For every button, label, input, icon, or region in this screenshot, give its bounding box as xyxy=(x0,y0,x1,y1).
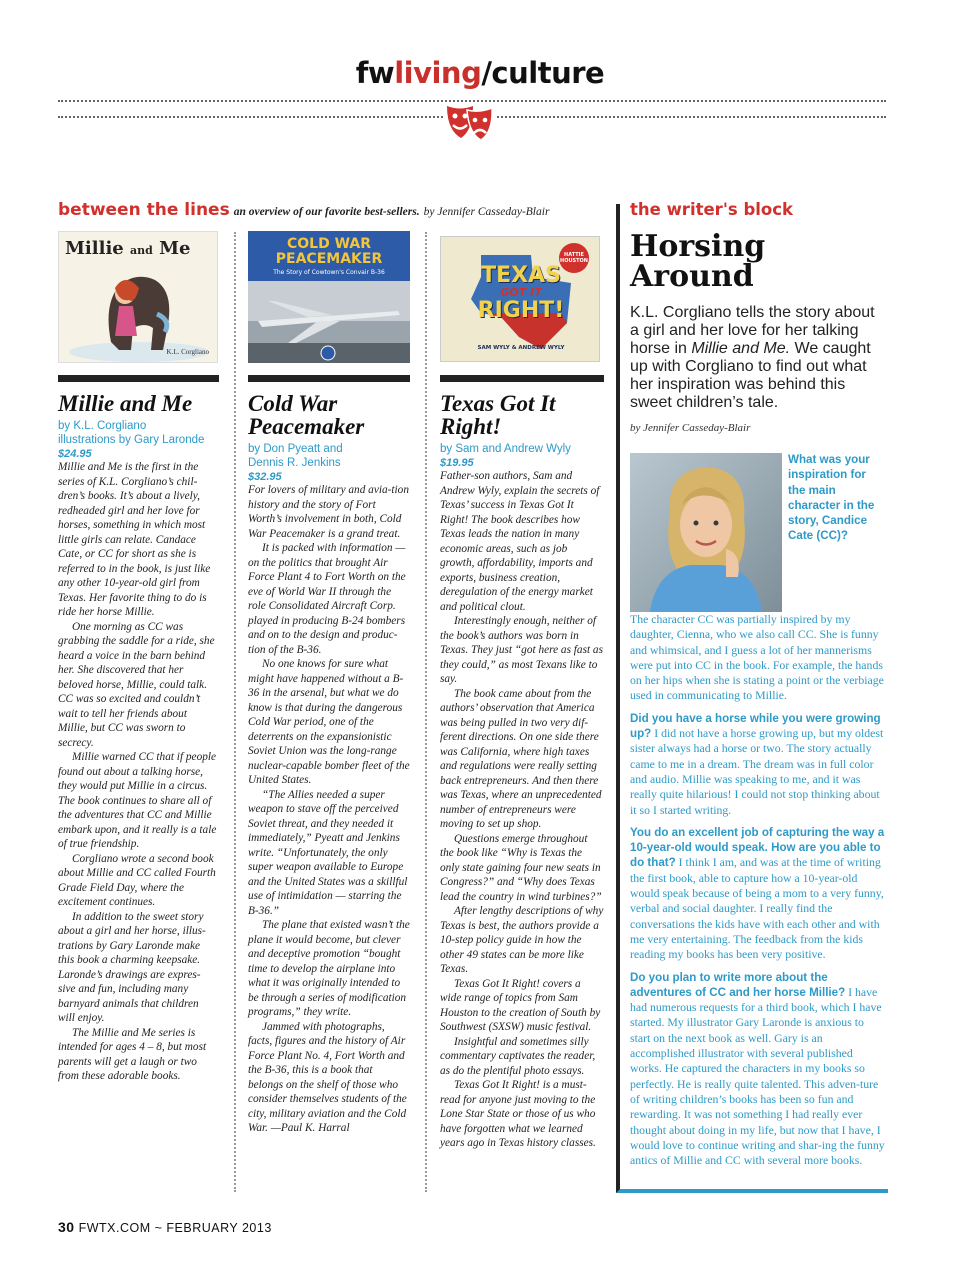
footer-issue: FEBRUARY 2013 xyxy=(166,1221,272,1235)
book-cover-cold-war xyxy=(248,231,410,363)
book-review-millie xyxy=(58,392,218,1084)
qa-answer: I did not have a horse growing up, but my oldest sister always had a horse or two. The story actually came to me in a dream. The dream was in full color and audio. Millie was speaking to me, and it was really quite hilarious! I could not stop thinking about it so I started writing. xyxy=(630,726,884,817)
book-author: by K.L. Corgliano xyxy=(58,420,147,432)
deck-text: We caught up with Corgliano to find out what her inspiration was behind this sweet children’s tale. xyxy=(630,340,871,411)
cover-millie-author: K.L. Corgliano xyxy=(166,348,209,356)
book-title: Millie and Me xyxy=(58,391,193,416)
writers-block-byline: by Jennifer Casseday-Blair xyxy=(630,422,751,434)
cover-millie-word1: Millie xyxy=(65,238,124,259)
review-paragraph: No one knows for sure what might have happened without a B-36 in the arsenal, but what we do know is that during the dangerous Cold War period, one of the deterrents on the expansionistic Soviet Union was the long-range nuclear-capable bomber fleet of the United States. xyxy=(248,658,410,786)
qa-question: Do you plan to write more about the adventures of CC and her horse Millie? xyxy=(630,970,846,999)
writers-block-deck xyxy=(630,304,886,412)
cover-millie-word3: Me xyxy=(159,238,191,259)
review-paragraph: Millie warned CC that if people found out about a talking horse, they would put Millie in a circus. The book continues to share all of the adventures that CC and Millie embark upon, and it really is a tale of true friendship. xyxy=(58,751,217,850)
writers-block-title: Horsing Around xyxy=(630,229,766,294)
review-paragraph: For lovers of military and avia-tion history and the story of Fort Worth’s involvement in both, Cold War Peacemaker is a grand treat. xyxy=(248,484,409,540)
qa-question: Did you have a horse while you were growing up? xyxy=(630,711,881,741)
review-paragraph: Father-son authors, Sam and Andrew Wyly, explain the secrets of Texas’ success in Texas Got It Right! The book describes how Texas leads the nation in many economic areas, such as job growth, affordability, imports and exports, business creation, deregulation of the energy market and political clout. xyxy=(440,470,600,613)
review-paragraph: The plane that existed wasn’t the plane it would become, but clever and deceptive promotion “bought time to develop the airplane into what it was originally intended to be through a series of modification programs,” they write. xyxy=(248,919,410,1018)
book-title: Texas Got It Right! xyxy=(440,391,556,439)
review-paragraph: Questions emerge throughout the book like “Why is Texas the only state gaining four new seats in Congress?” and “Why does Texas lead the country in wind turbines?” xyxy=(440,832,602,903)
review-paragraph: It is packed with information — on the politics that brought Air Force Plant 4 to Fort Worth on the eve of World War II through the role Consolidated Aircraft Corp. played in producing B-24 bombers and on to the design and produc-tion of the B-36. xyxy=(248,542,406,656)
deck-text: K.L. Corgliano tells the story about a girl and her love for her talking horse in xyxy=(630,304,875,357)
masthead-suffix: /culture xyxy=(481,56,605,90)
review-paragraph: Jammed with photographs, facts, figures and the history of Air Force Plant No. 4, Fort Worth and the B-36, this is a book that belongs on the shelf of those who consider themselves students of the city, military aviation and the Cold War. —Paul K. Harral xyxy=(248,1020,407,1134)
column-bar xyxy=(248,375,410,382)
page-footer xyxy=(58,1219,272,1235)
book-price: $19.95 xyxy=(440,457,474,469)
column-bar xyxy=(440,375,604,382)
writers-block-section: the writer's block xyxy=(630,200,793,219)
section-masthead xyxy=(0,56,960,90)
cover-texas-line1: TEXAS xyxy=(481,263,561,288)
cover-millie-word2: and xyxy=(130,244,153,257)
section-title: between the lines xyxy=(58,200,230,220)
book-review-cold-war xyxy=(248,392,410,1136)
book-author: by Sam and Andrew Wyly xyxy=(440,443,571,455)
column-divider xyxy=(234,232,236,1192)
cover-coldwar-line1: COLD WAR xyxy=(286,236,372,252)
cover-texas-badge: HATTIE HOUSTON xyxy=(559,243,589,273)
review-paragraph: After lengthy descriptions of why Texas is best, the authors provide a 10-step policy guide in how the other 49 states can be more like Texas. xyxy=(440,905,604,975)
qa-answer: I think I am, and was at the time of writing the first book, able to capture how a 10-year-old would speak because of being a mom to a very funny, verbal and social daughter. I really find the conversations the kids have with each other and with me very entertaining. The feedback from the kids reading my books has been very positive. xyxy=(630,855,884,962)
review-paragraph: Millie and Me is the first in the series of K.L. Corgliano’s chil-dren’s books. It’s about a lively, redheaded girl and her love for horses, something in which most little girls can relate. Candace Cate, or CC for short as she is referred to in the book, is just like any other 10-year-old girl from Texas. Her favorite thing to do is ride her horse Millie. xyxy=(58,461,211,618)
column-divider xyxy=(425,232,427,1192)
book-review-texas xyxy=(440,392,604,1151)
review-paragraph: Texas Got It Right! covers a wide range of topics from Sam Houston to the creation of South by Southwest (SXSW) music festival. xyxy=(440,977,601,1033)
qa-list xyxy=(630,612,886,1168)
cover-texas-authors: SAM WYLY & ANDREW WYLY xyxy=(477,345,565,351)
masthead-prefix: fw xyxy=(355,56,395,90)
review-paragraph: Interestingly enough, neither of the book’s authors was born in Texas. They just “got here as fast as they could,” as most Texans like to say. xyxy=(440,615,603,685)
page-number: 30 xyxy=(58,1219,75,1235)
footer-separator: ~ xyxy=(154,1221,163,1235)
book-author-2: Dennis R. Jenkins xyxy=(248,457,341,469)
book-cover-millie xyxy=(58,231,218,363)
footer-site: FWTX.COM xyxy=(78,1221,151,1235)
qa-question: You do an excellent job of capturing the way a 10-year-old would speak. How are you able to do that? xyxy=(630,825,885,870)
review-paragraph: The Millie and Me series is intended for ages 4 – 8, but most parents will get a laugh or two from these adorable books. xyxy=(58,1026,207,1082)
qa-item xyxy=(630,612,886,704)
qa-item-1-side xyxy=(788,452,886,544)
book-cover-texas xyxy=(440,236,600,362)
cover-coldwar-subtitle: The Story of Cowtown's Convair B-36 xyxy=(273,269,385,276)
qa-answer: The character CC was partially inspired by my daughter, Cienna, who we also call CC. She is funny and whimsical, and I guess a lot of her mannerisms were put into CC in the book. For example, the hands on her hips when she is stating a point or the verbiage used in communicating to Millie. xyxy=(630,612,884,703)
review-paragraph: Texas Got It Right! is a must-read for anyone just moving to the Lone Star State or those of us who have forgotten what we learned years ago in Texas history classes. xyxy=(440,1079,596,1149)
book-illustrator: illustrations by Gary Laronde xyxy=(58,434,205,446)
section-byline: by Jennifer Casseday-Blair xyxy=(423,206,550,218)
cover-coldwar-line2: PEACEMAKER xyxy=(275,251,383,267)
deck-book-title: Millie and Me. xyxy=(691,340,791,357)
theater-masks-icon xyxy=(441,100,497,144)
book-title: Cold War Peacemaker xyxy=(248,391,365,439)
review-paragraph: Corgliano wrote a second book about Millie and CC called Fourth Grade Field Day, where the excitement continues. xyxy=(58,852,216,908)
cover-texas-line3: RIGHT! xyxy=(477,298,565,323)
masthead-accent: living xyxy=(394,56,482,90)
review-paragraph: One morning as CC was grabbing the saddle for a ride, she heard a voice in the barn behind her. She discovered that her beloved horse, Millie, could talk. CC was so excited and couldn’t wait to tell her friends about Millie, but CC was sworn to secrecy. xyxy=(58,620,215,749)
review-paragraph: Insightful and sometimes silly commentary captivates the reader, as do the plentiful photo essays. xyxy=(440,1035,596,1077)
book-price: $24.95 xyxy=(58,448,92,460)
qa-answer: I have had numerous requests for a third book, which I have started. My illustrator Gary Laronde is anxious to start on the next book as well. Gary is an accomplished illustrator with several published works. He captured the characters in my books so perfectly. He is really quite talented. This adven-ture of writing children’s books has been so fun and rewarding. It was not something I had really ever thought about doing in my life, but now that I have, I would love to continue writing and shar-ing the funny antics of Millie and CC with several more books. xyxy=(630,984,885,1168)
qa-question: What was your inspiration for the main character in the story, Candice Cate (CC)? xyxy=(788,453,875,543)
qa-item xyxy=(630,970,886,1169)
qa-item xyxy=(630,825,886,963)
book-price: $32.95 xyxy=(248,471,282,483)
book-author: by Don Pyeatt and xyxy=(248,443,343,455)
qa-item xyxy=(630,711,886,818)
cover-texas-line2: GOT IT xyxy=(500,286,542,299)
between-the-lines-header xyxy=(58,200,598,220)
review-paragraph: In addition to the sweet story about a girl and her horse, illus-trations by Gary Laronde make this book a charming keepsake. Laronde’s drawings are expres-sive and fun, including many barnyard animals that children will enjoy. xyxy=(58,910,206,1024)
review-paragraph: The book came about from the authors’ observation that America was being pulled in two very dif-ferent directions. On one side there was California, where high taxes and regulations were really setting back entrepreneurs. And then there was Texas, where an unprecedented number of entrepreneurs were moving to set up shop. xyxy=(440,687,602,830)
author-photo xyxy=(630,453,782,612)
section-subtitle: an overview of our favorite best-sellers. xyxy=(233,206,420,218)
review-paragraph: “The Allies needed a super weapon to stave off the perceived Soviet threat, and they needed it immediately,” Pyeatt and Jenkins write. “Unfortunately, the only super weapon available to Europe and the United States was a skillful use of intimidation — starring the B-36.” xyxy=(248,788,408,917)
column-bar xyxy=(58,375,219,382)
